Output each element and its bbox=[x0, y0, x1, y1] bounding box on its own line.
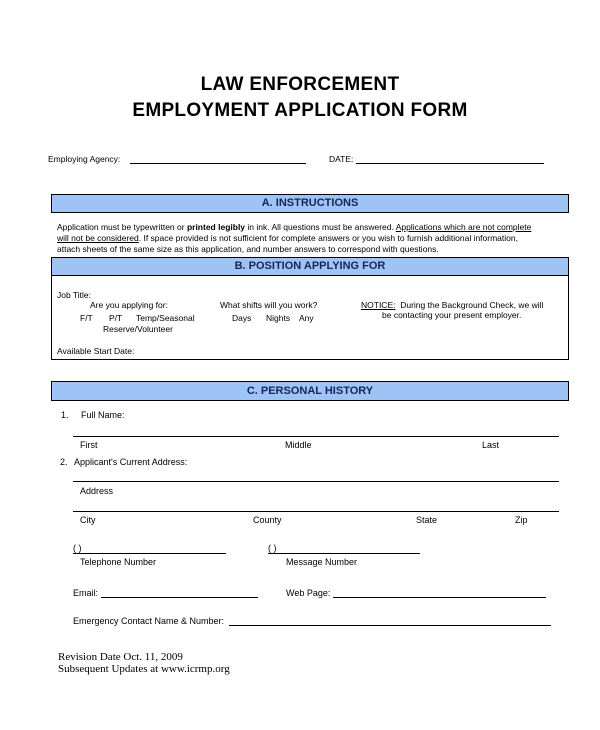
date-field[interactable] bbox=[356, 163, 544, 164]
notice-text-1: During the Background Check, we will bbox=[400, 300, 544, 310]
state-label: State bbox=[416, 515, 438, 525]
option-reserve[interactable]: Reserve/Volunteer bbox=[103, 324, 173, 334]
q1-number: 1. bbox=[61, 410, 69, 420]
instr-bold: printed legibly bbox=[186, 222, 246, 232]
job-title-label: Job Title: bbox=[57, 290, 92, 300]
email-label: Email: bbox=[73, 588, 99, 598]
instructions-line-3: attach sheets of the same size as this application, and number answers to correspond with questions. bbox=[57, 244, 439, 254]
updates-note: Subsequent Updates at www.icrmp.org bbox=[58, 663, 230, 675]
title-line-1: LAW ENFORCEMENT bbox=[200, 74, 400, 95]
instructions-line-2 bbox=[57, 233, 518, 243]
telephone-area-code: ( ) bbox=[73, 543, 82, 553]
section-c-heading: C. PERSONAL HISTORY bbox=[51, 381, 569, 401]
zip-label: Zip bbox=[515, 515, 528, 525]
emergency-field[interactable] bbox=[229, 625, 551, 626]
shifts-label: What shifts will you work? bbox=[220, 300, 318, 310]
option-days[interactable]: Days bbox=[232, 313, 252, 323]
telephone-label: Telephone Number bbox=[80, 557, 157, 567]
webpage-label: Web Page: bbox=[286, 588, 331, 598]
title-line-2: EMPLOYMENT APPLICATION FORM bbox=[132, 100, 468, 121]
address-label: Address bbox=[80, 486, 114, 496]
section-a-heading: A. INSTRUCTIONS bbox=[51, 194, 569, 213]
county-label: County bbox=[253, 515, 282, 525]
revision-date: Revision Date Oct. 11, 2009 bbox=[58, 651, 183, 663]
instr-text-1: Application must be typewritten or bbox=[57, 222, 187, 232]
q2-number: 2. bbox=[60, 457, 68, 467]
address-top-field[interactable] bbox=[73, 481, 559, 482]
emergency-label: Emergency Contact Name & Number: bbox=[73, 616, 225, 626]
webpage-field[interactable] bbox=[333, 597, 546, 598]
option-ft[interactable]: F/T bbox=[80, 313, 93, 323]
message-label: Message Number bbox=[286, 557, 358, 567]
city-field[interactable] bbox=[73, 511, 559, 512]
full-name-field[interactable] bbox=[73, 436, 559, 437]
instr-text-1b: in ink. All questions must be answered. bbox=[245, 222, 396, 232]
option-any[interactable]: Any bbox=[299, 313, 314, 323]
message-area-code: ( ) bbox=[268, 543, 277, 553]
instructions-line-1 bbox=[57, 222, 531, 232]
section-b-heading: B. POSITION APPLYING FOR bbox=[51, 257, 569, 276]
telephone-field[interactable] bbox=[73, 553, 226, 554]
message-field[interactable] bbox=[268, 553, 420, 554]
city-label: City bbox=[80, 515, 96, 525]
middle-label: Middle bbox=[285, 440, 312, 450]
address-question-label: Applicant's Current Address: bbox=[74, 457, 188, 467]
email-field[interactable] bbox=[101, 597, 258, 598]
option-pt[interactable]: P/T bbox=[109, 313, 123, 323]
date-label: DATE: bbox=[329, 154, 354, 164]
applying-for-label: Are you applying for: bbox=[90, 300, 168, 310]
option-nights[interactable]: Nights bbox=[266, 313, 291, 323]
start-date-label: Available Start Date: bbox=[57, 346, 135, 356]
last-label: Last bbox=[482, 440, 500, 450]
agency-field[interactable] bbox=[130, 163, 306, 164]
notice-label: NOTICE: bbox=[361, 300, 396, 310]
instr-underline-2: will not be considered bbox=[57, 233, 139, 243]
option-temp[interactable]: Temp/Seasonal bbox=[136, 313, 195, 323]
instr-underline-1: Applications which are not complete bbox=[395, 222, 532, 232]
first-label: First bbox=[80, 440, 98, 450]
notice-line-1 bbox=[361, 300, 543, 310]
agency-label: Employing Agency: bbox=[48, 154, 121, 164]
notice-line-2: be contacting your present employer. bbox=[382, 310, 522, 320]
instr-text-2: . If space provided is not sufficient for complete answers or you wish to furnish additional information, bbox=[138, 233, 518, 243]
full-name-label: Full Name: bbox=[81, 410, 125, 420]
